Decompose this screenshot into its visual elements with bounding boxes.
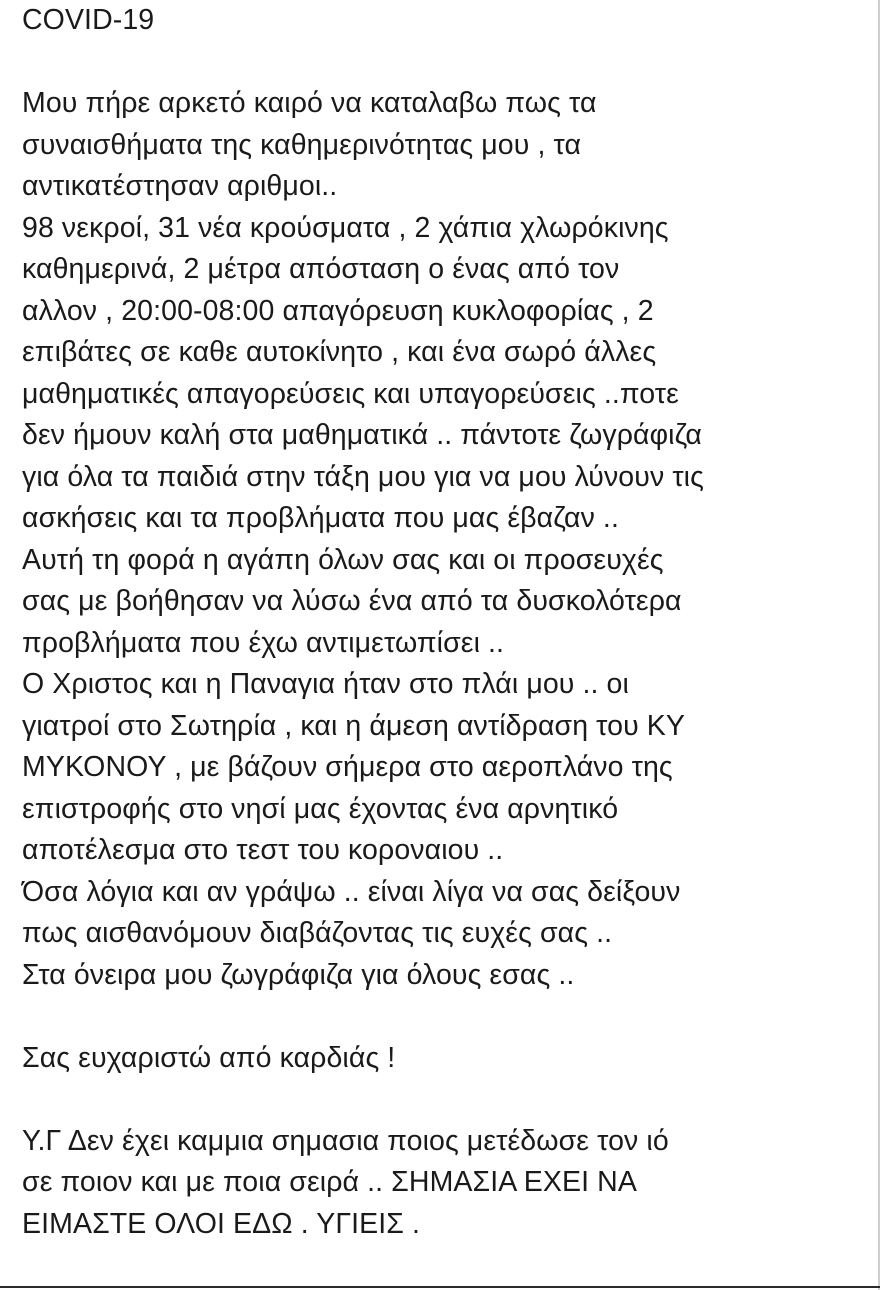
ps-line: Υ.Γ Δεν έχει καμμια σημασια ποιος μετέδωσε τον ιό xyxy=(22,1124,669,1157)
blank-line xyxy=(22,996,872,1038)
body-line: μαθηματικές απαγορεύσεις και υπαγορεύσεις ..ποτε xyxy=(22,377,679,410)
body-line: επιστροφής στο νησί μας έχοντας ένα αρνητικό xyxy=(22,792,619,825)
body-line: Μου πήρε αρκετό καιρό να καταλαβω πως τα xyxy=(22,87,597,119)
ps-line: ΕΙΜΑΣΤΕ ΟΛΟΙ ΕΔΩ . ΥΓΙΕΙΣ . xyxy=(22,1207,421,1240)
body-line: επιβάτες σε καθε αυτοκίνητο , και ένα σωρό άλλες xyxy=(22,336,657,368)
body-line: καθημερινά, 2 μέτρα απόσταση ο ένας από τον xyxy=(22,253,620,285)
bottom-divider xyxy=(0,1286,880,1288)
body-line: σας με βοήθησαν να λύσω ένα από τα δυσκολότερα xyxy=(22,585,682,617)
body-line: Ο Χριστος και η Παναγια ήταν στο πλάι μου .. οι xyxy=(22,668,629,700)
body-line: ασκήσεις και τα προβλήματα που μας έβαζαν .. xyxy=(22,502,619,534)
thanks-line: Σας ευχαριστώ από καρδιάς ! xyxy=(22,1041,396,1074)
post-title: COVID-19 xyxy=(22,4,155,36)
body-line: Στα όνειρα μου ζωγράφιζα για όλους εσας .. xyxy=(22,958,575,991)
body-line: γιατροί στο Σωτηρία , και η άμεση αντίδραση του ΚΥ xyxy=(22,709,686,742)
body-line: πως αισθανόμουν διαβάζοντας τις ευχές σας .. xyxy=(22,917,613,949)
body-line: αντικατέστησαν αριθμοι.. xyxy=(22,170,338,202)
body-line: αλλον , 20:00-08:00 απαγόρευση κυκλοφορίας , 2 xyxy=(22,294,654,327)
blank-line xyxy=(22,42,872,84)
body-line: 98 νεκροί, 31 νέα κρούσματα , 2 χάπια χλωρόκινης xyxy=(22,211,669,244)
body-line: συναισθήματα της καθημερινότητας μου , τα xyxy=(22,128,582,161)
blank-line xyxy=(22,1079,872,1121)
ps-line: σε ποιον και με ποια σειρά .. ΣΗΜΑΣΙΑ ΕΧΕΙ ΝΑ xyxy=(22,1166,637,1198)
body-line: Όσα λόγια και αν γράψω .. είναι λίγα να σας δείξουν xyxy=(22,875,681,908)
body-line: δεν ήμουν καλή στα μαθηματικά .. πάντοτε ζωγράφιζα xyxy=(22,419,702,451)
body-line: αποτέλεσμα στο τεστ του κοροναιου .. xyxy=(22,834,504,866)
body-line: ΜΥΚΟΝΟΥ , με βάζουν σήμερα στο αεροπλάνο της xyxy=(22,751,673,783)
post-text xyxy=(22,0,872,1245)
body-line: Αυτή τη φορά η αγάπη όλων σας και οι προσευχές xyxy=(22,543,664,576)
body-line: προβλήματα που έχω αντιμετωπίσει .. xyxy=(22,626,505,659)
body-line: για όλα τα παιδιά στην τάξη μου για να μου λύνουν τις xyxy=(22,460,704,493)
